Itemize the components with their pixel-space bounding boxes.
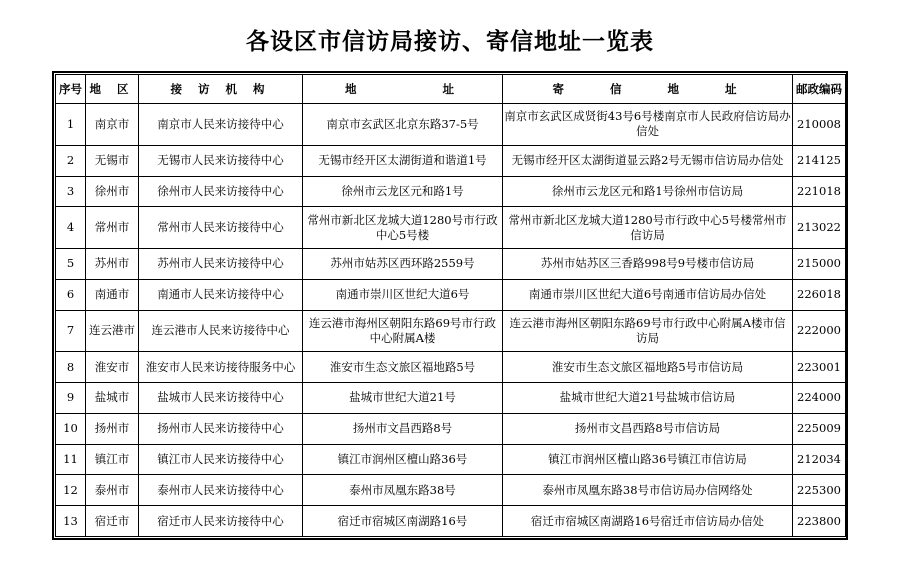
row-region: 淮安市 [86,352,139,383]
table-row [56,207,846,249]
header-org: 接 访 机 构 [139,75,303,104]
row-region: 南通市 [86,279,139,310]
row-address: 无锡市经开区太湖街道和谐道1号 [303,145,503,176]
header-region: 地 区 [86,75,139,104]
row-org: 宿迁市人民来访接待中心 [139,506,303,537]
row-index: 6 [56,279,86,310]
row-address: 淮安市生态文旅区福地路5号 [303,352,503,383]
row-mail-address: 无锡市经开区太湖街道显云路2号无锡市信访局办信处 [503,145,793,176]
row-org: 常州市人民来访接待中心 [139,207,303,249]
address-table-frame [52,71,848,540]
row-org: 南京市人民来访接待中心 [139,104,303,146]
row-region: 苏州市 [86,249,139,280]
row-region: 镇江市 [86,444,139,475]
table-row [56,352,846,383]
row-index: 2 [56,145,86,176]
row-org: 盐城市人民来访接待中心 [139,383,303,414]
row-index: 9 [56,383,86,414]
row-org: 镇江市人民来访接待中心 [139,444,303,475]
row-mail-address: 宿迁市宿城区南湖路16号宿迁市信访局办信处 [503,506,793,537]
row-index: 5 [56,249,86,280]
row-address: 徐州市云龙区元和路1号 [303,176,503,207]
row-index: 12 [56,475,86,506]
row-org: 扬州市人民来访接待中心 [139,413,303,444]
row-address: 连云港市海州区朝阳东路69号市行政中心附属A楼 [303,310,503,352]
row-index: 7 [56,310,86,352]
row-mail-address: 南通市崇川区世纪大道6号南通市信访局办信处 [503,279,793,310]
header-postcode: 邮政编码 [793,75,846,104]
row-org: 淮安市人民来访接待服务中心 [139,352,303,383]
row-address: 扬州市文昌西路8号 [303,413,503,444]
row-postcode: 226018 [793,279,846,310]
row-mail-address: 南京市玄武区成贤街43号6号楼南京市人民政府信访局办信处 [503,104,793,146]
row-postcode: 223800 [793,506,846,537]
header-index: 序号 [56,75,86,104]
table-row [56,145,846,176]
row-org: 泰州市人民来访接待中心 [139,475,303,506]
row-postcode: 225300 [793,475,846,506]
row-index: 1 [56,104,86,146]
row-index: 13 [56,506,86,537]
row-address: 苏州市姑苏区西环路2559号 [303,249,503,280]
row-postcode: 223001 [793,352,846,383]
table-row [56,249,846,280]
row-postcode: 215000 [793,249,846,280]
address-table [55,74,846,537]
table-row [56,506,846,537]
table-row [56,383,846,414]
row-mail-address: 泰州市凤凰东路38号市信访局办信网络处 [503,475,793,506]
table-row [56,176,846,207]
table-row [56,279,846,310]
row-mail-address: 连云港市海州区朝阳东路69号市行政中心附属A楼市信访局 [503,310,793,352]
row-address: 泰州市凤凰东路38号 [303,475,503,506]
table-row [56,104,846,146]
header-address: 地 址 [303,75,503,104]
row-org: 无锡市人民来访接待中心 [139,145,303,176]
row-postcode: 212034 [793,444,846,475]
row-address: 常州市新北区龙城大道1280号市行政中心5号楼 [303,207,503,249]
row-postcode: 214125 [793,145,846,176]
page-title: 各设区市信访局接访、寄信地址一览表 [246,29,654,55]
row-postcode: 221018 [793,176,846,207]
header-mail-address: 寄 信 地 址 [503,75,793,104]
table-row [56,475,846,506]
row-org: 徐州市人民来访接待中心 [139,176,303,207]
row-region: 无锡市 [86,145,139,176]
row-index: 10 [56,413,86,444]
row-region: 连云港市 [86,310,139,352]
row-region: 宿迁市 [86,506,139,537]
row-postcode: 213022 [793,207,846,249]
row-region: 常州市 [86,207,139,249]
row-index: 11 [56,444,86,475]
row-org: 苏州市人民来访接待中心 [139,249,303,280]
row-mail-address: 盐城市世纪大道21号盐城市信访局 [503,383,793,414]
table-row [56,310,846,352]
row-index: 4 [56,207,86,249]
table-row [56,444,846,475]
row-region: 扬州市 [86,413,139,444]
row-mail-address: 淮安市生态文旅区福地路5号市信访局 [503,352,793,383]
row-address: 镇江市润州区檀山路36号 [303,444,503,475]
row-mail-address: 镇江市润州区檀山路36号镇江市信访局 [503,444,793,475]
row-region: 南京市 [86,104,139,146]
row-postcode: 224000 [793,383,846,414]
row-postcode: 222000 [793,310,846,352]
header-row [56,75,846,104]
row-mail-address: 徐州市云龙区元和路1号徐州市信访局 [503,176,793,207]
row-mail-address: 扬州市文昌西路8号市信访局 [503,413,793,444]
row-address: 南京市玄武区北京东路37-5号 [303,104,503,146]
row-mail-address: 苏州市姑苏区三香路998号9号楼市信访局 [503,249,793,280]
row-org: 南通市人民来访接待中心 [139,279,303,310]
row-index: 3 [56,176,86,207]
row-address: 盐城市世纪大道21号 [303,383,503,414]
row-region: 盐城市 [86,383,139,414]
row-index: 8 [56,352,86,383]
row-org: 连云港市人民来访接待中心 [139,310,303,352]
row-postcode: 225009 [793,413,846,444]
table-row [56,413,846,444]
row-address: 宿迁市宿城区南湖路16号 [303,506,503,537]
row-address: 南通市崇川区世纪大道6号 [303,279,503,310]
row-region: 徐州市 [86,176,139,207]
row-postcode: 210008 [793,104,846,146]
row-mail-address: 常州市新北区龙城大道1280号市行政中心5号楼常州市信访局 [503,207,793,249]
row-region: 泰州市 [86,475,139,506]
table-body [56,104,846,537]
